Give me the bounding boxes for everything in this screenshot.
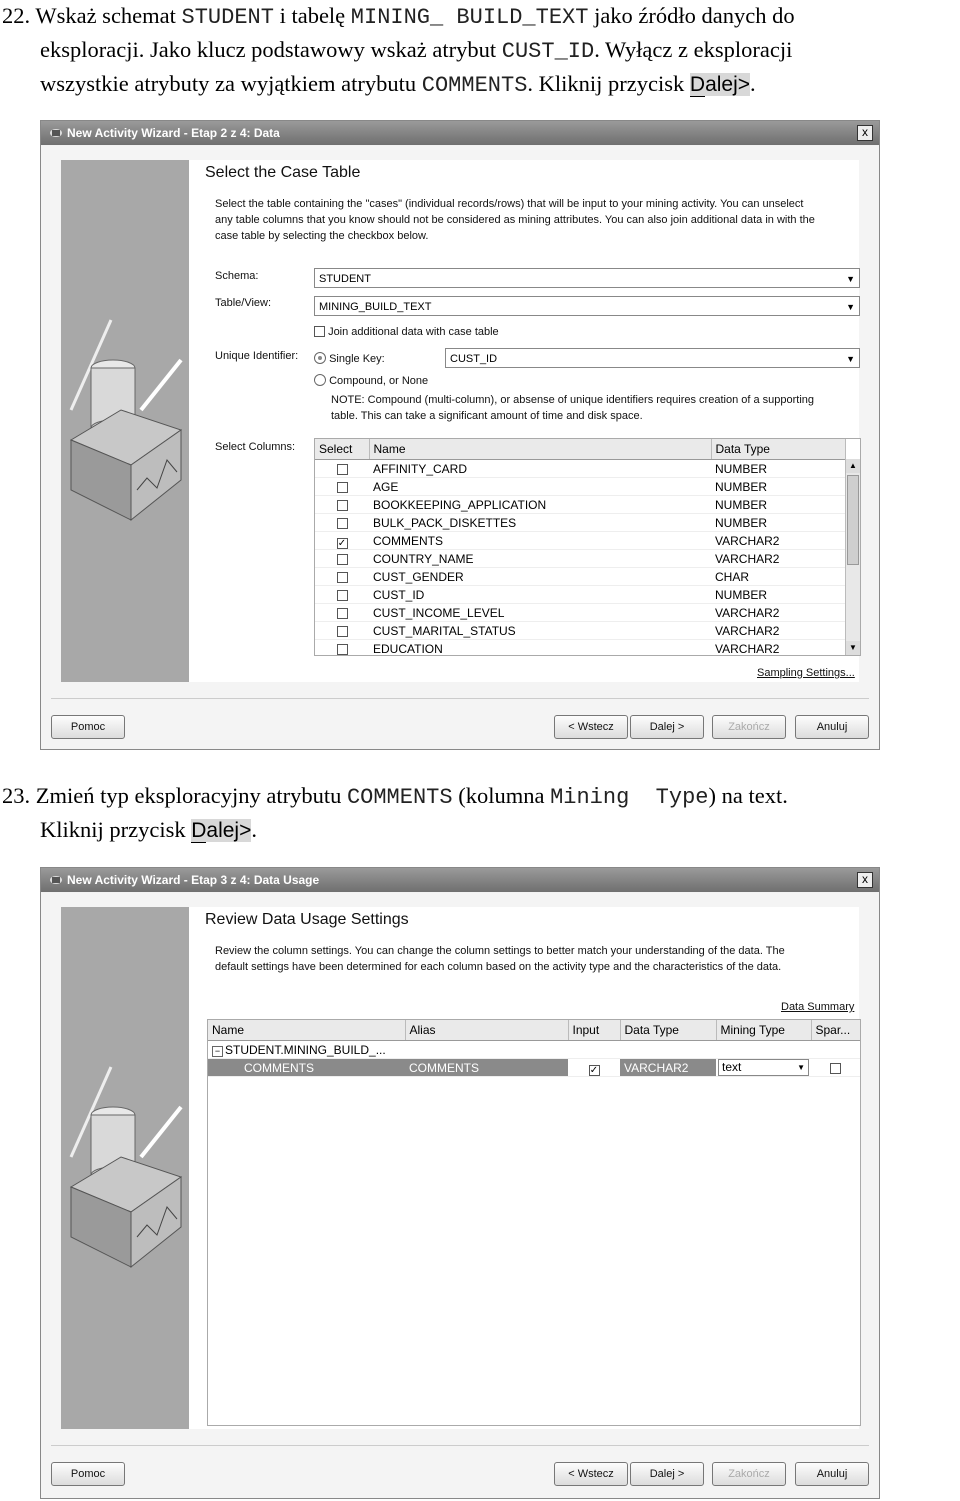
columns-table	[315, 439, 846, 656]
page-description	[215, 943, 845, 975]
table-row[interactable]	[315, 478, 845, 496]
compound-label: Compound, or None	[329, 375, 429, 387]
chevron-down-icon: ▼	[846, 354, 855, 364]
column-header-input[interactable]: Input	[568, 1020, 620, 1041]
single-key-select[interactable]	[445, 348, 860, 368]
select-checkbox[interactable]	[337, 518, 348, 529]
schema-name: STUDENT	[181, 5, 274, 30]
description-line: default settings have been determined for each column based on the activity type and the characteristics of the data.	[215, 961, 782, 973]
sparse-checkbox[interactable]	[830, 1063, 841, 1074]
chevron-down-icon: ▼	[846, 274, 855, 284]
select-checkbox[interactable]	[337, 554, 348, 565]
empty-cell	[716, 1041, 811, 1059]
input-cell[interactable]	[568, 1059, 620, 1077]
join-data-option[interactable]	[314, 326, 499, 338]
column-type: VARCHAR2	[711, 604, 845, 622]
select-checkbox[interactable]	[337, 572, 348, 583]
data-usage-table	[208, 1020, 861, 1077]
text: Kliknij przycisk	[40, 817, 192, 842]
collapse-icon[interactable]: −	[212, 1046, 223, 1057]
single-key-option[interactable]	[314, 352, 385, 365]
content-panel	[189, 907, 859, 1429]
step-22-line-1	[0, 0, 960, 34]
text: Wskaż schemat	[35, 3, 182, 28]
column-type: VARCHAR2	[711, 622, 845, 640]
help-button[interactable]: Pomoc	[51, 715, 125, 739]
cancel-button[interactable]: Anuluj	[795, 1462, 869, 1486]
vertical-scrollbar[interactable]	[845, 459, 860, 655]
column-header-name[interactable]: Name	[369, 439, 711, 460]
select-cell[interactable]	[315, 622, 369, 640]
table-name: MINING_ BUILD_TEXT	[350, 5, 589, 30]
input-checkbox[interactable]: ✓	[589, 1064, 599, 1076]
select-cell[interactable]	[315, 604, 369, 622]
select-checkbox[interactable]	[337, 590, 348, 601]
step-22-instructions	[0, 0, 960, 102]
app-icon	[49, 875, 63, 885]
column-name: CUST_ID	[369, 586, 711, 604]
select-cell[interactable]	[315, 640, 369, 657]
app-icon	[49, 128, 63, 138]
chevron-down-icon: ▼	[797, 1063, 805, 1072]
empty-cell	[568, 1041, 620, 1059]
next-button-reference	[191, 819, 251, 842]
data-usage-table-container	[207, 1019, 861, 1426]
text: eksploracyjny	[134, 783, 261, 808]
column-header-name[interactable]: Name	[208, 1020, 405, 1041]
footer-divider	[51, 698, 869, 699]
next-button[interactable]: Dalej >	[630, 1462, 704, 1486]
cancel-button[interactable]: Anuluj	[795, 715, 869, 739]
column-name: AFFINITY_CARD	[369, 460, 711, 478]
row-data-type: VARCHAR2	[620, 1059, 716, 1077]
text: eksploracji. Jako klucz podstawowy wskaż atrybut	[40, 37, 502, 62]
description-line: Select the table containing the "cases" (individual records/rows) that will be input to your mining activity. You can unselect	[215, 198, 804, 210]
select-cell[interactable]	[315, 532, 369, 550]
content-panel	[189, 160, 859, 682]
page-description	[215, 196, 845, 244]
column-type: CHAR	[711, 568, 845, 586]
table-row[interactable]	[315, 586, 845, 604]
join-label: Join additional data with case table	[328, 326, 499, 338]
group-name: STUDENT.MINING_BUILD_...	[225, 1042, 386, 1057]
table-row[interactable]	[315, 622, 845, 640]
table-group-row[interactable]	[208, 1041, 860, 1059]
label: alej>	[206, 819, 252, 842]
text: .	[251, 817, 257, 842]
compound-option[interactable]	[314, 374, 428, 387]
schema-value: STUDENT	[319, 273, 371, 285]
page-heading: Review Data Usage Settings	[205, 911, 409, 928]
column-header-type[interactable]: Data Type	[620, 1020, 716, 1041]
column-type: NUMBER	[711, 496, 845, 514]
column-type: NUMBER	[711, 460, 845, 478]
close-button[interactable]: x	[857, 872, 873, 888]
data-summary-link[interactable]: Data Summary	[781, 1001, 855, 1013]
wizard-side-graphic	[61, 907, 189, 1429]
column-header-select[interactable]: Select	[315, 439, 369, 460]
column-name: CUST_GENDER	[369, 568, 711, 586]
description-line: Review the column settings. You can change the column settings to better match your understanding of the data. The	[215, 945, 785, 957]
attribute-name: COMMENTS	[421, 73, 528, 98]
table-row[interactable]	[315, 532, 845, 550]
finish-button[interactable]: Zakończ	[712, 1462, 786, 1486]
select-checkbox[interactable]	[337, 464, 348, 475]
table-row[interactable]	[315, 514, 845, 532]
back-button[interactable]: < Wstecz	[554, 715, 628, 739]
select-cell[interactable]	[315, 550, 369, 568]
column-name: BULK_PACK_DISKETTES	[369, 514, 711, 532]
table-row[interactable]	[315, 640, 845, 657]
table-row[interactable]	[208, 1059, 860, 1077]
label: alej>	[705, 73, 751, 96]
text: . Kliknij przycisk	[527, 71, 690, 96]
table-row[interactable]	[315, 460, 845, 478]
dialog-body	[41, 893, 879, 1498]
finish-button[interactable]: Zakończ	[712, 715, 786, 739]
dialog-title: New Activity Wizard - Etap 3 z 4: Data Usage	[67, 873, 320, 887]
schema-select[interactable]	[314, 268, 860, 288]
table-row[interactable]	[315, 604, 845, 622]
text: . Wyłącz z eksploracji	[594, 37, 793, 62]
mining-type-cell[interactable]	[716, 1059, 811, 1077]
wizard-dialog-step-3	[40, 867, 880, 1499]
mining-type-select[interactable]	[718, 1059, 809, 1076]
column-name: Mining Type	[550, 785, 709, 810]
scroll-down-icon[interactable]: ▼	[846, 641, 860, 655]
column-header-type[interactable]: Data Type	[711, 439, 845, 460]
database-wizard-icon	[61, 160, 189, 682]
column-type: NUMBER	[711, 478, 845, 496]
column-name: EDUCATION	[369, 640, 711, 657]
step-22-line-2	[0, 34, 960, 68]
database-wizard-icon	[61, 907, 189, 1429]
sparse-cell[interactable]	[811, 1059, 860, 1077]
note-line: table. This can take a significant amount of time and disk space.	[331, 410, 643, 422]
step-number: 22.	[2, 3, 31, 28]
column-type: VARCHAR2	[711, 532, 845, 550]
select-columns-label: Select Columns:	[215, 441, 296, 453]
page-heading: Select the Case Table	[205, 164, 361, 181]
select-cell[interactable]	[315, 478, 369, 496]
column-name: COUNTRY_NAME	[369, 550, 711, 568]
column-type: VARCHAR2	[711, 640, 845, 657]
group-name-cell[interactable]	[208, 1041, 405, 1059]
next-button-reference	[690, 73, 750, 96]
select-checkbox[interactable]	[337, 482, 348, 493]
single-key-radio[interactable]	[314, 352, 326, 364]
help-button[interactable]: Pomoc	[51, 1462, 125, 1486]
columns-table-container	[314, 438, 861, 656]
mnemonic: D	[689, 73, 706, 96]
text: )	[708, 783, 716, 808]
table-row[interactable]	[315, 550, 845, 568]
step-number: 23.	[2, 783, 31, 808]
column-name: AGE	[369, 478, 711, 496]
column-type: NUMBER	[711, 514, 845, 532]
scroll-up-icon[interactable]: ▲	[846, 459, 860, 473]
description-line: case table by selecting the checkbox below.	[215, 230, 429, 242]
scroll-thumb[interactable]	[847, 475, 859, 565]
back-button[interactable]: < Wstecz	[554, 1462, 628, 1486]
next-button[interactable]: Dalej >	[630, 715, 704, 739]
key-attribute: CUST_ID	[501, 39, 595, 64]
schema-label: Schema:	[215, 270, 259, 282]
text: Zmień	[35, 783, 95, 808]
empty-cell	[811, 1041, 860, 1059]
select-cell[interactable]	[315, 496, 369, 514]
dialog-title: New Activity Wizard - Etap 2 z 4: Data	[67, 126, 280, 140]
column-header-sparse[interactable]: Spar...	[811, 1020, 860, 1041]
select-checkbox[interactable]: ✓	[337, 537, 347, 549]
table-row[interactable]	[315, 568, 845, 586]
dialog-body	[41, 146, 879, 749]
text: na	[721, 783, 743, 808]
description-line: any table columns that you know should not be considered as mining attributes. You can also join additional data in with the	[215, 214, 815, 226]
footer-divider	[51, 1445, 869, 1446]
single-key-value: CUST_ID	[450, 353, 498, 365]
select-cell[interactable]	[315, 514, 369, 532]
note-line: NOTE: Compound (multi-column), or absense of unique identifiers requires creation of a supporting	[331, 394, 815, 406]
wizard-dialog-step-2	[40, 120, 880, 750]
select-cell[interactable]	[315, 568, 369, 586]
compound-radio[interactable]	[314, 374, 326, 386]
text: typ	[100, 783, 129, 808]
title-bar	[41, 868, 879, 892]
text: i tabelę	[273, 3, 351, 28]
note-text	[331, 392, 814, 424]
sampling-settings-link[interactable]: Sampling Settings...	[757, 667, 855, 679]
unique-identifier-label: Unique Identifier:	[215, 350, 299, 362]
step-23-instructions	[0, 780, 960, 847]
table-row[interactable]	[315, 496, 845, 514]
empty-cell	[620, 1041, 716, 1059]
select-checkbox[interactable]	[337, 644, 348, 655]
step-22-line-3	[0, 68, 960, 102]
close-button[interactable]: x	[857, 125, 873, 141]
select-cell[interactable]	[315, 586, 369, 604]
step-23-line-2	[0, 814, 960, 847]
column-name: CUST_INCOME_LEVEL	[369, 604, 711, 622]
column-name: CUST_MARITAL_STATUS	[369, 622, 711, 640]
column-type: VARCHAR2	[711, 550, 845, 568]
columns-table-body	[315, 460, 845, 657]
step-23-line-1	[0, 780, 958, 814]
select-checkbox[interactable]	[337, 608, 348, 619]
chevron-down-icon: ▼	[846, 302, 855, 312]
row-alias[interactable]: COMMENTS	[405, 1059, 568, 1077]
table-value: MINING_BUILD_TEXT	[319, 301, 432, 313]
select-checkbox[interactable]	[337, 626, 348, 637]
column-name: COMMENTS	[369, 532, 711, 550]
join-checkbox[interactable]	[314, 326, 325, 337]
single-key-label: Single Key:	[329, 353, 385, 365]
attribute-name: COMMENTS	[346, 785, 453, 810]
title-bar	[41, 121, 879, 145]
select-checkbox[interactable]	[337, 500, 348, 511]
table-header	[208, 1020, 860, 1041]
select-cell[interactable]	[315, 460, 369, 478]
table-header	[315, 439, 845, 460]
column-header-mining-type[interactable]: Mining Type	[716, 1020, 811, 1041]
text: text.	[748, 783, 788, 808]
text: (kolumna	[458, 783, 545, 808]
column-type: NUMBER	[711, 586, 845, 604]
text: wszystkie atrybuty za wyjątkiem atrybutu	[40, 71, 422, 96]
text: jako źródło danych do	[588, 3, 795, 28]
mnemonic: D	[191, 819, 207, 842]
text: atrybutu	[266, 783, 342, 808]
text: .	[750, 71, 756, 96]
mining-type-value: text	[722, 1060, 742, 1074]
table-select[interactable]	[314, 296, 860, 316]
table-label: Table/View:	[215, 297, 272, 309]
empty-cell	[405, 1041, 568, 1059]
wizard-side-graphic	[61, 160, 189, 682]
column-name: BOOKKEEPING_APPLICATION	[369, 496, 711, 514]
column-header-alias[interactable]: Alias	[405, 1020, 568, 1041]
row-name: COMMENTS	[208, 1059, 405, 1077]
